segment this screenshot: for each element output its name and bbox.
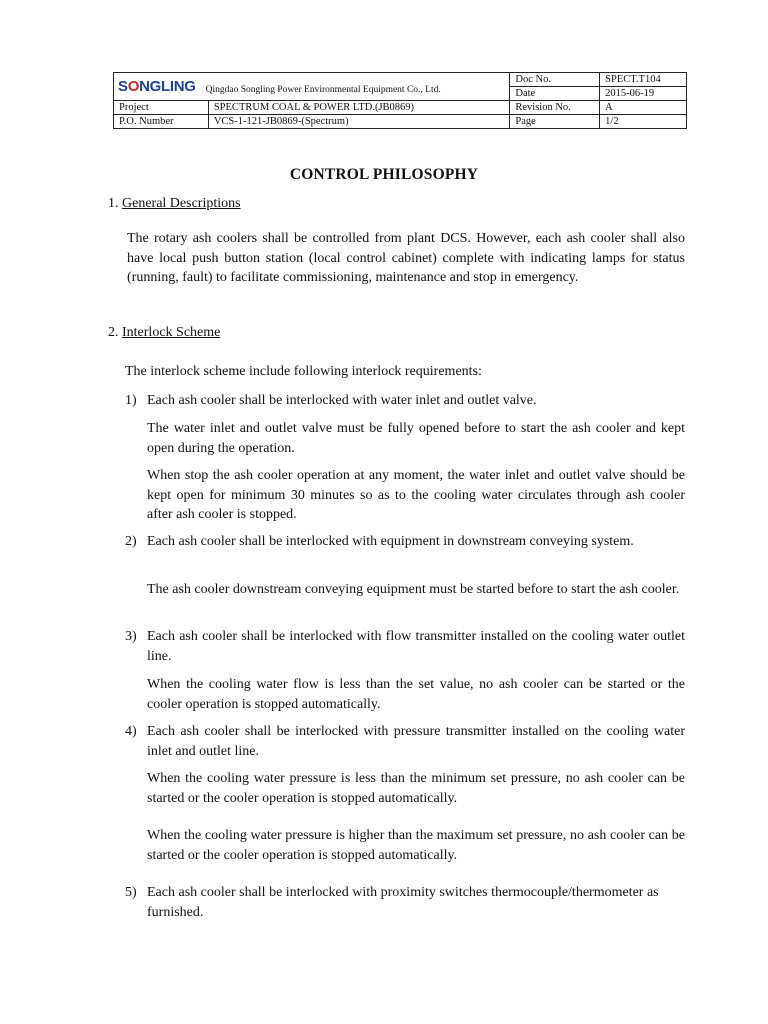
list-item: 1) Each ash cooler shall be interlocked with water inlet and outlet valve.: [125, 393, 537, 408]
page-label: Page: [510, 115, 600, 129]
project-label: Project: [114, 101, 209, 115]
list-item: The water inlet and outlet valve must be fully opened before to start the ash cooler and kept open during the operation.: [147, 421, 685, 456]
po-value: VCS-1-121-JB0869-(Spectrum): [208, 115, 510, 129]
interlock-intro: The interlock scheme include following interlock requirements:: [125, 364, 482, 379]
list-item: When the cooling water flow is less than the set value, no ash cooler can be started or the cooler operation is stopped automatically.: [147, 677, 685, 712]
doc-no-label: Doc No.: [510, 73, 600, 87]
company-cell: [114, 73, 510, 101]
revision-value: A: [600, 101, 687, 115]
general-descriptions-text: The rotary ash coolers shall be controlled from plant DCS. However, each ash cooler shall also have local push button station (local control cabinet) complete with indicating lamps for status (running, fault) to facilitate commissioning, maintenance and stop in emergency.: [127, 231, 685, 285]
section-heading: 1. General Descriptions: [108, 196, 241, 211]
list-item: The ash cooler downstream conveying equipment must be started before to start the ash cooler.: [147, 582, 680, 597]
list-item: 4) Each ash cooler shall be interlocked with pressure transmitter installed on the cooling water inlet and outlet line.: [125, 724, 685, 759]
document-header-table: [113, 72, 687, 129]
list-item: 2) Each ash cooler shall be interlocked with equipment in downstream conveying system.: [125, 534, 634, 549]
list-item: When the cooling water pressure is higher than the maximum set pressure, no ash cooler can be started or the cooler operation is stopped automatically.: [147, 828, 685, 863]
doc-no-value: SPECT.T104: [600, 73, 687, 87]
page-title: CONTROL PHILOSOPHY: [289, 166, 479, 183]
page-value: 1/2: [600, 115, 687, 129]
po-label: P.O. Number: [114, 115, 209, 129]
date-value: 2015-06-19: [600, 87, 687, 101]
list-item: When the cooling water pressure is less than the minimum set pressure, no ash cooler can be started or the cooler operation is stopped automatically.: [147, 771, 685, 806]
list-item: 5) Each ash cooler shall be interlocked with proximity switches thermocouple/thermometer as furnished.: [125, 885, 659, 920]
project-value: SPECTRUM COAL & POWER LTD.(JB0869): [208, 101, 510, 115]
date-label: Date: [510, 87, 600, 101]
section-heading: 2. Interlock Scheme: [108, 325, 221, 340]
songling-logo: SONGLING: [118, 77, 196, 95]
list-item: When stop the ash cooler operation at any moment, the water inlet and outlet valve should be kept open for minimum 30 minutes so as to the cooling water circulates through ash cooler after ash cooler is stopped.: [147, 468, 685, 522]
company-name: Qingdao Songling Power Environmental Equipment Co., Ltd.: [205, 85, 441, 95]
list-item: 3) Each ash cooler shall be interlocked with flow transmitter installed on the cooling water outlet line.: [125, 629, 685, 664]
revision-label: Revision No.: [510, 101, 600, 115]
